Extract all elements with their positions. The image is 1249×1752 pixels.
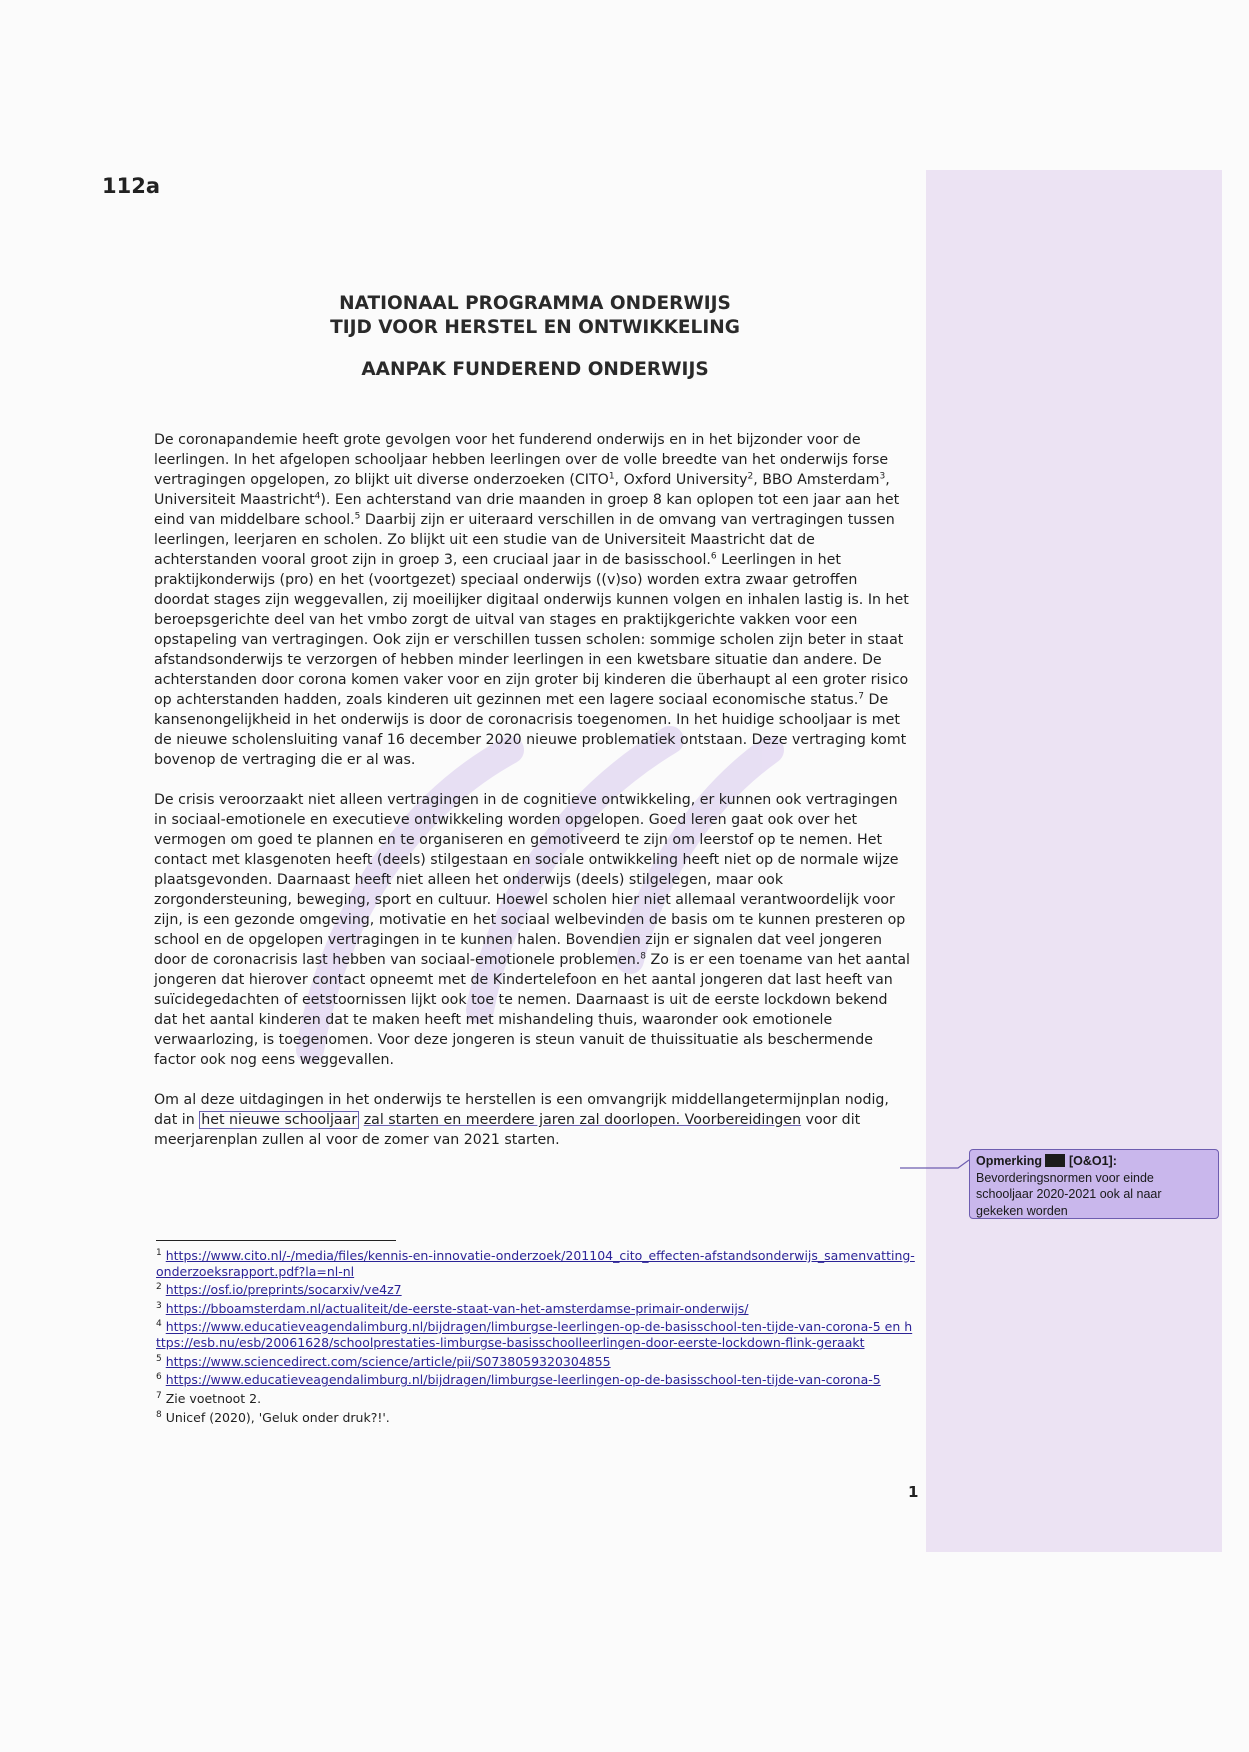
footnote-link[interactable]: https://bboamsterdam.nl/actualiteit/de-eerste-staat-van-het-amsterdamse-primair-onderwijs/: [165, 1300, 749, 1316]
comment-author-label: Opmerking: [976, 1154, 1042, 1168]
footnote-ref[interactable]: 1: [608, 471, 615, 482]
footnote-item: [156, 1280, 916, 1298]
footnote-item: [156, 1246, 916, 1279]
footnote-separator: [156, 1240, 396, 1241]
footnote-item: [156, 1408, 916, 1426]
paragraph-1: [154, 430, 914, 770]
text-run: Zo is er een toename van het aantal jongeren dat hierover contact opneemt met de Kindertelefoon en het aantal jongeren dat last heeft van suïcidegedachten of eetstoornissen lijkt ook toe te nemen. Daarnaast is uit de eerste lockdown bekend dat het aantal kinderen dat te maken heeft met mishandeling thuis, waaronder ook emotionele verwaarlozing, is toegenomen. Voor deze jongeren is steun vanuit de thuissituatie als beschermende factor ook nog eens weggevallen.: [154, 952, 911, 1068]
footnote-link[interactable]: https://osf.io/preprints/socarxiv/ve4z7: [165, 1282, 402, 1298]
text-run: Daarbij zijn er uiteraard verschillen in de omvang van vertragingen tussen leerlingen, leerjaren en scholen. Zo blijkt uit een studie van de Universiteit Maastricht dat de achterstanden vooral groot zijn in groep 3, een cruciaal jaar in de basisschool.: [154, 512, 895, 568]
footnote-item: [156, 1352, 916, 1370]
footnote-item: [156, 1299, 916, 1317]
footnote-ref[interactable]: 3: [879, 471, 886, 482]
text-run: voor dit meerjarenplan zullen al voor de zomer van 2021 starten.: [154, 1112, 861, 1148]
comment-id-label: [O&O1]:: [1068, 1154, 1117, 1168]
footnote-item: [156, 1317, 916, 1350]
text-run: De crisis veroorzaakt niet alleen vertragingen in de cognitieve ontwikkeling, er kunnen ook vertragingen in sociaal-emotionele en executieve ontwikkeling worden opgelopen. Goed leren gaat ook over het vermogen om goed te plannen en te organiseren en gemotiveerd te zijn om leerstof op te nemen. Het contact met klasgenoten heeft (deels) stilgestaan en sociale ontwikkeling heeft niet op de normale wijze plaatsgevonden. Daarnaast heeft niet alleen het onderwijs (deels) stilgelegen, maar ook zorgondersteuning, beweging, sport en cultuur. Hoewel scholen hier niet allemaal verantwoordelijk voor zijn, is een gezonde omgeving, motivatie en het sociaal welbevinden de basis om te kunnen presteren op school en de opgelopen vertragingen in te kunnen halen. Bovendien zijn er signalen dat veel jongeren door de coronacrisis last hebben van sociaal-emotionele problemen.: [154, 792, 906, 968]
title-line-1: NATIONAAL PROGRAMMA ONDERWIJS: [339, 293, 731, 314]
comment-balloon[interactable]: [969, 1149, 1219, 1219]
text-run: De kansenongelijkheid in het onderwijs is door de coronacrisis toegenomen. In het huidige schooljaar is met de nieuwe scholensluiting vanaf 16 december 2020 nieuwe problematiek ontstaan. Deze vertraging komt bovenop de vertraging die er al was.: [154, 692, 907, 768]
footnote-number: 7: [156, 1390, 162, 1401]
comment-anchor-highlight[interactable]: het nieuwe schooljaar: [201, 1112, 358, 1128]
footnote-number: 6: [156, 1372, 162, 1383]
footnotes-list: [156, 1246, 916, 1426]
title-line-2: TIJD VOOR HERSTEL EN ONTWIKKELING: [330, 317, 740, 338]
paragraph-2: [154, 790, 914, 1070]
footnote-number: 3: [156, 1300, 162, 1311]
footnote-item: [156, 1370, 916, 1388]
footnote-text: Unicef (2020), 'Geluk onder druk?!'.: [165, 1409, 390, 1425]
text-run: , BBO Amsterdam: [753, 472, 880, 488]
footnote-link[interactable]: https://www.cito.nl/-/media/files/kennis-en-innovatie-onderzoek/201104_cito_effecten-afstandsonderwijs_samenvatting-onderzoeksrapport.pdf?la=nl-nl: [156, 1248, 915, 1279]
text-run: De coronapandemie heeft grote gevolgen voor het funderend onderwijs en in het bijzonder voor de leerlingen. In het afgelopen schooljaar hebben leerlingen over de volle breedte van het onderwijs forse vertragingen opgelopen, zo blijkt uit diverse onderzoeken (CITO: [154, 432, 889, 488]
text-run: , Universiteit Maastricht: [154, 472, 890, 508]
comment-text: Bevorderingsnormen voor einde schooljaar 2020-2021 ook al naar gekeken worden: [976, 1170, 1162, 1218]
footnote-ref[interactable]: 5: [354, 511, 361, 522]
footnote-number: 4: [156, 1319, 162, 1330]
document-number: 112a: [102, 174, 161, 198]
footnote-ref[interactable]: 2: [747, 471, 754, 482]
redaction-block: [1045, 1154, 1065, 1167]
footnote-item: [156, 1389, 916, 1407]
footnote-link[interactable]: https://www.sciencedirect.com/science/article/pii/S0738059320304855: [165, 1353, 611, 1369]
text-run: ). Een achterstand van drie maanden in groep 8 kan oplopen tot een jaar aan het eind van middelbare school.: [154, 492, 900, 528]
footnote-text: Zie voetnoot 2.: [165, 1391, 262, 1407]
footnote-ref[interactable]: 7: [858, 691, 865, 702]
footnote-link[interactable]: https://www.educatieveagendalimburg.nl/bijdragen/limburgse-leerlingen-op-de-basisschool-ten-tijde-van-corona-5 en https://esb.nu/esb/20061628/schoolprestaties-limburgse-basisschoolleerlingen-door-eerste-lockdown-flink-geraakt: [156, 1319, 913, 1351]
footnote-ref[interactable]: 4: [314, 491, 321, 502]
footnote-link[interactable]: https://www.educatieveagendalimburg.nl/bijdragen/limburgse-leerlingen-op-de-basisschool-ten-tijde-van-corona-5: [165, 1372, 881, 1388]
footnote-number: 1: [156, 1248, 162, 1258]
footnote-ref[interactable]: 8: [640, 951, 647, 962]
page-number: 1: [908, 1483, 919, 1501]
body-text: [154, 430, 914, 1170]
footnote-number: 2: [156, 1282, 162, 1293]
footnote-number: 8: [156, 1409, 162, 1420]
subtitle: AANPAK FUNDEREND ONDERWIJS: [361, 359, 709, 380]
text-run: Om al deze uitdagingen in het onderwijs te herstellen is een omvangrijk middellangetermijnplan nodig, dat in: [154, 1092, 889, 1128]
title-block: [150, 292, 920, 382]
tracked-underline-text[interactable]: zal starten en meerdere jaren zal doorlopen. Voorbereidingen: [363, 1112, 802, 1128]
footnote-ref[interactable]: 6: [710, 551, 717, 562]
paragraph-3: [154, 1090, 914, 1150]
footnote-number: 5: [156, 1353, 162, 1364]
comment-margin-pane: [926, 170, 1222, 1552]
text-run: , Oxford University: [614, 472, 748, 488]
text-run: Leerlingen in het praktijkonderwijs (pro) en het (voortgezet) speciaal onderwijs ((v)so) worden extra zwaar getroffen doordat stages zijn weggevallen, zij moeilijker digitaal onderwijs kunnen volgen en inhalen lastig is. In het beroepsgerichte deel van het vmbo zorgt de uitval van stages en praktijkgerichte vakken voor een opstapeling van vertragingen. Ook zijn er verschillen tussen scholen: sommige scholen zijn beter in staat afstandsonderwijs te verzorgen of hebben minder leerlingen in een kwetsbare situatie dan andere. De achterstanden door corona komen vaker voor en zijn groter bij kinderen die überhaupt al een groter risico op achterstanden hadden, zoals kinderen uit gezinnen met een lagere sociaal economische status.: [154, 552, 909, 708]
